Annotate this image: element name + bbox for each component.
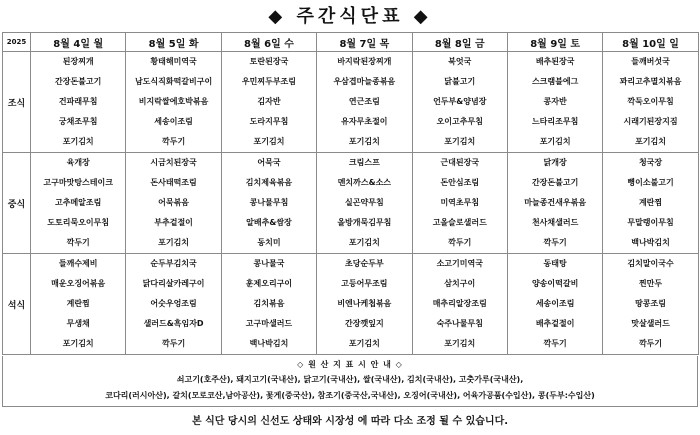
menu-item: 닭다리살카레구이 [142,279,205,288]
menu-item: 꽈리고추멸치볶음 [619,77,682,86]
menu-item: 어묵볶음 [158,198,190,207]
menu-item: 깍두기 [543,339,567,348]
menu-item: 어숫우엉조림 [150,299,197,308]
menu-item: 땅콩조림 [635,299,666,308]
menu-item: 콩나물국 [253,259,285,268]
menu-item: 깍두기 [543,238,567,247]
menu-item: 콩나물무침 [249,198,289,207]
menu-item: 무말랭이무침 [627,218,674,227]
menu-item: 비지락쌀에호박볶음 [138,97,209,106]
page-title: ◆ 주간식단표 ◆ [268,6,432,27]
menu-item: 계란찜 [66,299,90,308]
menu-item: 돈안심조림 [440,178,480,187]
menu-item: 바지락된장찌개 [337,57,392,66]
menu-item: 고올슬로샐러드 [432,218,487,227]
menu-item: 맛살샐러드 [631,319,670,328]
menu-item: 매운오징어볶음 [51,279,106,288]
origin-line: 코다리(러시아산), 갈치(모로코산,남아공산), 꽃게(중국산), 참조기(중국산,국내산), 오징어(국내산), 어육가공품(수입산), 콩(두부:수입산) [105,391,595,400]
menu-item: 들깨수제비 [58,259,98,268]
day-header: 8월 10일 일 [603,33,698,52]
menu-item: 포기김치 [158,238,190,247]
menu-item: 뼝이소불고기 [627,178,674,187]
menu-item: 근대된장국 [440,158,480,167]
menu-item: 스크램블에그 [531,77,579,86]
menu-item: 배추겉절이 [535,319,575,328]
menu-item: 포기김치 [539,137,571,146]
menu-item: 남도식직화떡갈비구이 [134,77,213,86]
menu-item: 오이고추무침 [436,117,483,126]
menu-item: 닭불고기 [444,77,476,86]
menu-item: 김자반 [257,97,281,106]
menu-item: 콩자반 [543,97,567,106]
menu-cell [317,153,412,254]
menu-item: 김치말이국수 [627,259,674,268]
menu-item: 비엔나케첩볶음 [337,299,392,308]
menu-item: 들깨버섯국 [631,57,670,66]
meal-label: 조식 [3,52,31,153]
menu-item: 부추겉절이 [154,218,193,227]
menu-cell [31,52,126,153]
meal-row [3,254,699,355]
menu-cell [507,52,602,153]
adjustment-notice: 본 식단 당시의 신선도 상태와 시장성 에 따라 다소 조정 될 수 있습니다. [191,416,509,427]
menu-item: 유자무초절이 [341,117,388,126]
menu-cell [412,52,507,153]
menu-item: 소고기미역국 [436,259,483,268]
menu-item: 세송이조림 [535,299,575,308]
menu-item: 초당순두부 [345,259,384,268]
menu-item: 찐만두 [638,279,663,288]
menu-item: 어묵국 [257,158,281,167]
menu-item: 알배추&쌈장 [246,218,292,227]
menu-item: 북엇국 [448,57,472,66]
menu-item: 깍두기 [161,137,186,146]
menu-item: 깍두기 [638,339,663,348]
menu-item: 세송이조림 [154,117,193,126]
menu-item: 백나박김치 [249,339,289,348]
menu-item: 양송이떡갈비 [531,279,579,288]
day-header: 8월 5일 화 [126,33,221,52]
menu-cell [412,254,507,355]
menu-item: 간장돈불고기 [55,77,102,86]
menu-item: 김치볶음 [253,299,285,308]
menu-item: 실곤약무침 [345,198,384,207]
menu-cell [126,153,221,254]
menu-item: 닭개장 [543,158,567,167]
menu-item: 깍두기 [448,238,472,247]
meal-row [3,52,699,153]
menu-item: 깍두기 [161,339,186,348]
menu-cell [31,254,126,355]
day-header: 8월 8일 금 [412,33,507,52]
menu-item: 동치미 [257,238,281,247]
menu-item: 포기김치 [348,137,380,146]
meal-label: 석식 [3,254,31,355]
menu-item: 포기김치 [62,137,94,146]
menu-item: 언두부&양념장 [433,97,487,106]
menu-cell [221,254,316,355]
origin-line: 쇠고기(호주산), 돼지고기(국내산), 닭고기(국내산), 쌀(국내산), 김치(국내산), 고춧가루(국내산), [176,375,524,384]
menu-item: 천사채샐러드 [531,218,579,227]
menu-item: 포기김치 [444,137,476,146]
menu-item: 계란찜 [638,198,663,207]
menu-cell [126,254,221,355]
menu-item: 포기김치 [62,339,94,348]
header-row [3,33,699,52]
menu-item: 청국장 [638,158,663,167]
menu-item: 동태탕 [543,259,567,268]
menu-item: 순두부김치국 [150,259,197,268]
menu-item: 느타리조무침 [531,117,579,126]
menu-item: 미역초무침 [440,198,480,207]
menu-cell [507,254,602,355]
day-header: 8월 4일 월 [31,33,126,52]
menu-item: 멘치까스&소스 [337,178,392,187]
menu-item: 마늘종건새우볶음 [524,198,587,207]
menu-item: 간장깻잎지 [345,319,384,328]
menu-item: 삼치구이 [444,279,476,288]
menu-cell [603,254,698,355]
menu-item: 김치제육볶음 [245,178,293,187]
menu-item: 포기김치 [348,238,380,247]
menu-item: 도라지무침 [249,117,289,126]
meal-row [3,153,699,254]
menu-cell [317,254,412,355]
menu-item: 배추된장국 [535,57,575,66]
day-header: 8월 9일 토 [507,33,602,52]
menu-item: 샐러드&흑임자D [143,319,204,328]
origin-heading: ◇ 원 산 지 표 시 안 내 ◇ [297,360,403,369]
menu-item: 포기김치 [348,339,380,348]
menu-item: 무생채 [66,319,90,328]
menu-cell [317,52,412,153]
menu-item: 훈제오리구이 [245,279,293,288]
menu-item: 포기김치 [635,137,666,146]
menu-item: 궁채조무침 [58,117,98,126]
menu-item: 깍두기 [66,238,90,247]
menu-item: 고등어무조림 [341,279,388,288]
menu-item: 건파래무침 [58,97,98,106]
menu-cell [412,153,507,254]
menu-item: 숙주나물무침 [436,319,483,328]
menu-item: 된장찌개 [62,57,94,66]
day-header: 8월 7일 목 [317,33,412,52]
menu-item: 육개장 [66,158,90,167]
menu-item: 시래기된장지짐 [623,117,678,126]
menu-item: 크림스프 [348,158,380,167]
menu-item: 백나박김치 [631,238,670,247]
menu-item: 돈사태떡조림 [150,178,197,187]
menu-item: 도토리묵오이무침 [47,218,110,227]
menu-cell [221,153,316,254]
menu-item: 올방개묵김무침 [337,218,392,227]
meal-label: 중식 [3,153,31,254]
menu-item: 우민찌두부조림 [241,77,297,86]
menu-item: 시금치된장국 [150,158,197,167]
menu-cell [31,153,126,254]
menu-cell [603,153,698,254]
menu-item: 고추메알조림 [55,198,102,207]
menu-item: 매추리알장조림 [432,299,487,308]
menu-cell [221,52,316,153]
menu-item: 간장돈불고기 [531,178,579,187]
menu-item: 포기김치 [444,339,476,348]
menu-item: 토란된장국 [249,57,289,66]
menu-cell [507,153,602,254]
menu-item: 깍둑오이무침 [627,97,674,106]
menu-item: 황태해미역국 [150,57,197,66]
menu-item: 포기김치 [253,137,285,146]
origin-notice [2,356,698,407]
weekly-menu-table [2,32,699,355]
menu-item: 고구마샐러드 [245,319,293,328]
year-header: 2025 [3,33,31,52]
menu-item: 연근조림 [348,97,380,106]
menu-item: 우삼겹마늘종볶음 [333,77,396,86]
menu-item: 고구마맛탕스테이크 [43,178,113,187]
menu-cell [603,52,698,153]
menu-cell [126,52,221,153]
day-header: 8월 6일 수 [221,33,316,52]
